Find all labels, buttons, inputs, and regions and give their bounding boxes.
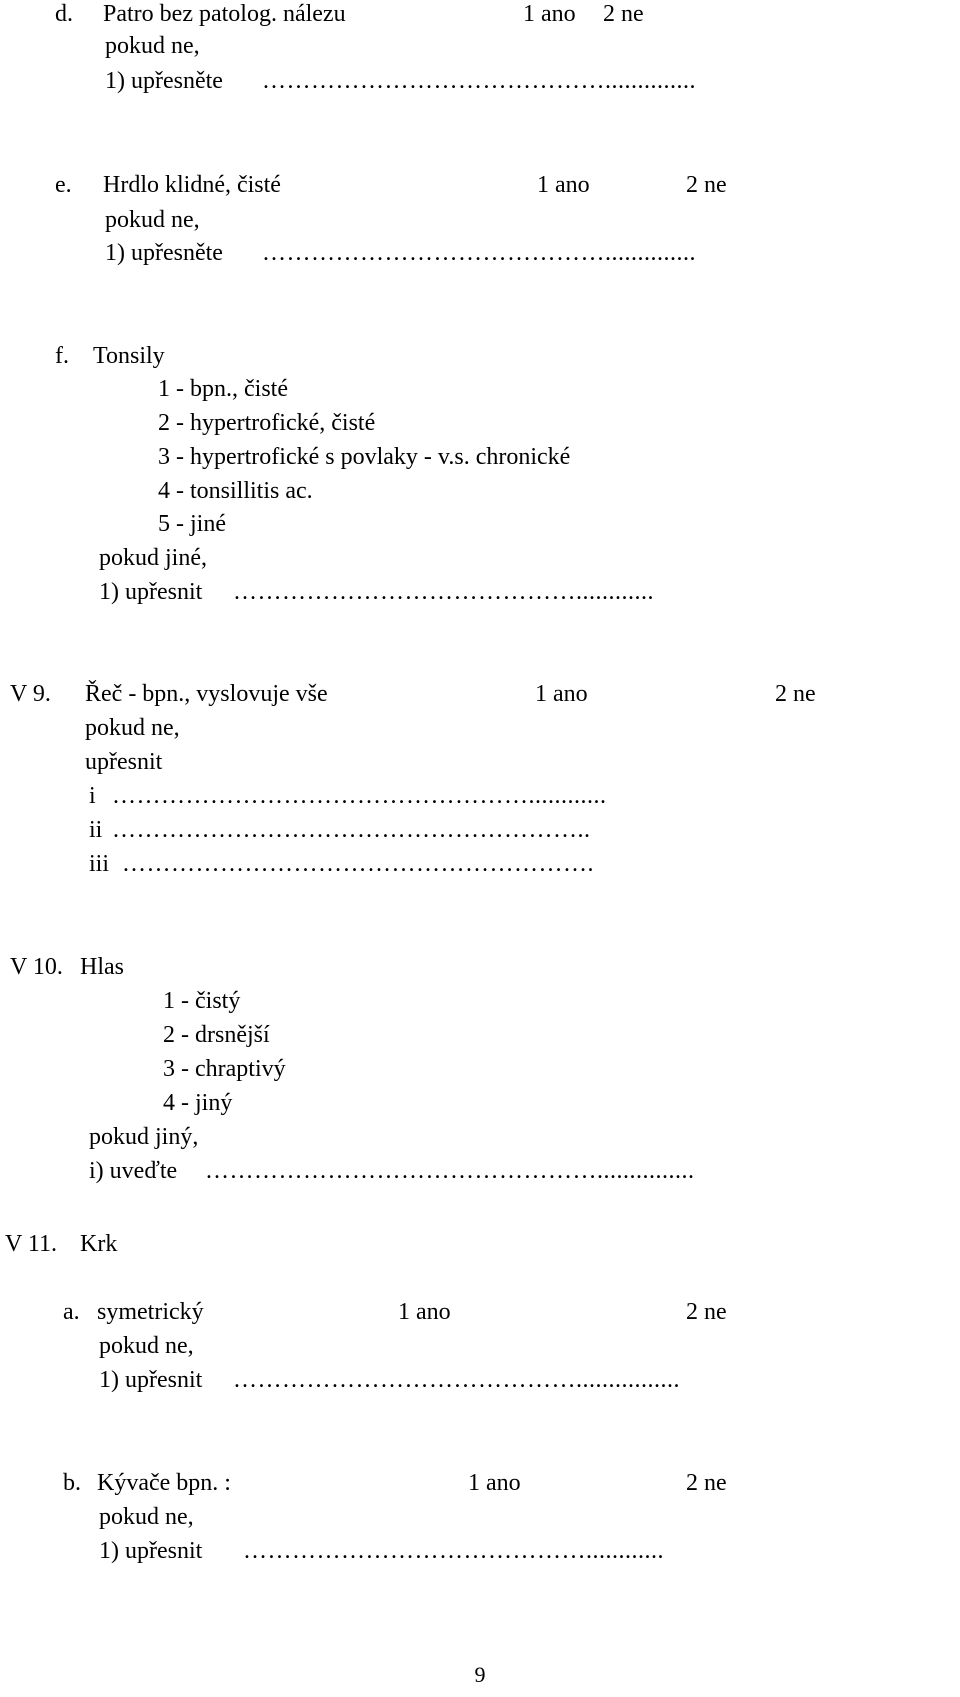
- form-text: pokud ne,: [99, 1333, 194, 1359]
- form-text: 1 ano: [468, 1470, 521, 1496]
- form-text: i: [89, 783, 96, 809]
- form-text: Kývače bpn. :: [97, 1470, 231, 1496]
- form-text: symetrický: [97, 1299, 204, 1325]
- form-text: Tonsily: [93, 343, 165, 369]
- form-text: i) uveďte: [89, 1158, 178, 1184]
- form-text: 2 ne: [775, 681, 816, 707]
- form-text: 2 ne: [603, 1, 644, 27]
- form-text: 1) upřesnit: [99, 1367, 203, 1393]
- form-text: pokud jiné,: [99, 545, 207, 571]
- form-text: 2 ne: [686, 1470, 727, 1496]
- form-text: V 11.: [5, 1231, 58, 1257]
- fill-in-blank[interactable]: ……………………………………............: [233, 579, 654, 605]
- form-text: 1 ano: [398, 1299, 451, 1325]
- form-text: Hlas: [80, 954, 124, 980]
- page-number: 9: [474, 1662, 486, 1687]
- form-text: 1) upřesněte: [105, 240, 223, 266]
- form-text: b.: [63, 1470, 81, 1496]
- form-text: 3 - chraptivý: [163, 1056, 286, 1082]
- form-text: 4 - tonsillitis ac.: [158, 478, 313, 504]
- form-text: 2 - drsnější: [163, 1022, 270, 1048]
- fill-in-blank[interactable]: ……………………………………………............: [112, 783, 607, 809]
- form-text: pokud ne,: [105, 33, 200, 59]
- fill-in-blank[interactable]: ……………………………………................: [233, 1367, 680, 1393]
- form-text: 5 - jiné: [158, 511, 226, 537]
- form-text: 1 ano: [535, 681, 588, 707]
- form-text: Řeč - bpn., vyslovuje vše: [85, 681, 328, 707]
- form-text: 1) upřesnit: [99, 1538, 203, 1564]
- form-text: pokud ne,: [105, 207, 200, 233]
- fill-in-blank[interactable]: ……………………………………..............: [262, 68, 696, 94]
- fill-in-blank[interactable]: ……………………………………............: [243, 1538, 664, 1564]
- form-text: 1 ano: [537, 172, 590, 198]
- form-text: 1 - čistý: [163, 988, 241, 1014]
- form-text: iii: [89, 851, 110, 877]
- form-text: e.: [55, 172, 72, 198]
- form-text: 3 - hypertrofické s povlaky - v.s. chronické: [158, 444, 571, 470]
- form-text: Patro bez patolog. nálezu: [103, 1, 346, 27]
- form-text: V 9.: [10, 681, 51, 707]
- form-text: V 10.: [10, 954, 63, 980]
- form-text: ii: [89, 817, 103, 843]
- form-text: 2 - hypertrofické, čisté: [158, 410, 376, 436]
- form-text: upřesnit: [85, 749, 163, 775]
- form-text: 1 - bpn., čisté: [158, 376, 288, 402]
- form-text: f.: [55, 343, 69, 369]
- form-text: pokud ne,: [99, 1504, 194, 1530]
- fill-in-blank[interactable]: ……………………………………..............: [262, 240, 696, 266]
- form-text: 2 ne: [686, 1299, 727, 1325]
- form-text: a.: [63, 1299, 80, 1325]
- fill-in-blank[interactable]: ………………………………………………….: [122, 851, 594, 877]
- form-text: 2 ne: [686, 172, 727, 198]
- fill-in-blank[interactable]: …………………………………………...............: [205, 1158, 695, 1184]
- form-text: 1) upřesnit: [99, 579, 203, 605]
- fill-in-blank[interactable]: …………………………………………………..: [112, 817, 591, 843]
- form-text: d.: [55, 1, 73, 27]
- form-text: 1 ano: [523, 1, 576, 27]
- form-text: 4 - jiný: [163, 1090, 233, 1116]
- form-text: Krk: [80, 1231, 118, 1257]
- form-text: pokud jiný,: [89, 1124, 199, 1150]
- form-text: Hrdlo klidné, čisté: [103, 172, 281, 198]
- form-text: pokud ne,: [85, 715, 180, 741]
- form-text: 1) upřesněte: [105, 68, 223, 94]
